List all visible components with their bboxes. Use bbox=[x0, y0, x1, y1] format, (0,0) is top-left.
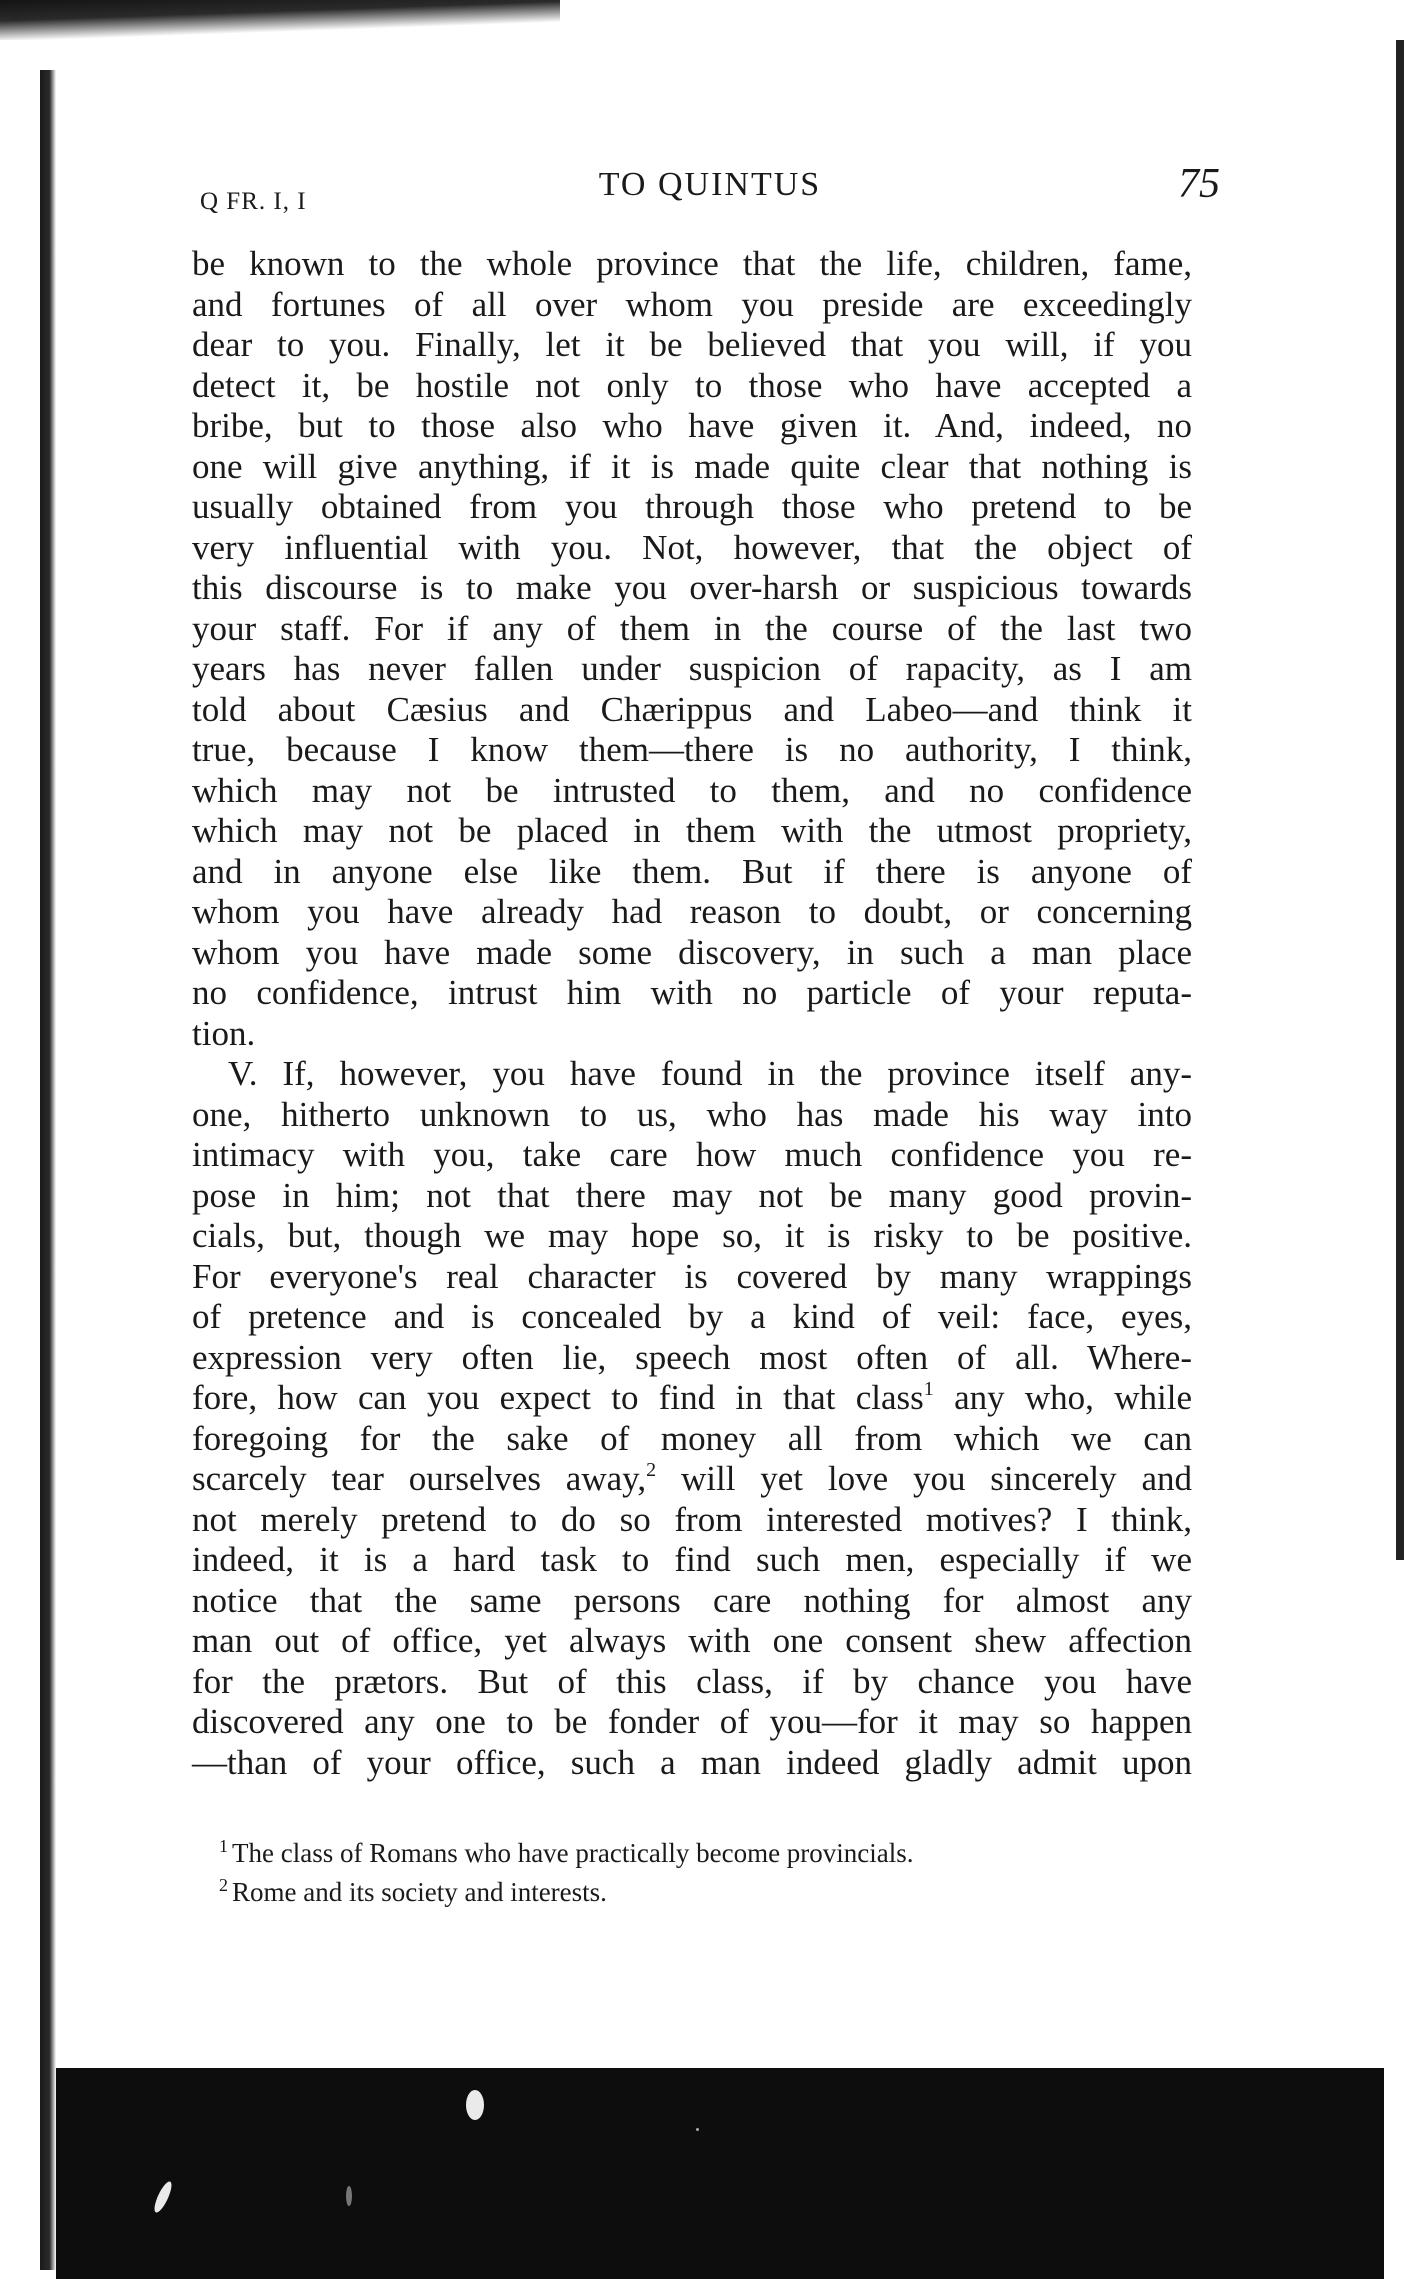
text-line: of pretence and is concealed by a kind of veil: face, eyes, bbox=[192, 1297, 1192, 1336]
text-line: for the prætors. But of this class, if by chance you have bbox=[192, 1661, 1192, 1701]
text-line: one will give anything, if it is made quite clear that nothing is bbox=[192, 446, 1192, 486]
text-fragment: fore, how can you expect to find in that class bbox=[192, 1378, 924, 1417]
page-header bbox=[200, 160, 1220, 220]
footnote-mark: 2 bbox=[219, 1875, 228, 1895]
text-line: told about Cæsius and Chærippus and Labeo—and think it bbox=[192, 689, 1192, 729]
text-line: and in anyone else like them. But if there is anyone of bbox=[192, 851, 1192, 891]
text-line: whom you have made some discovery, in such a man place bbox=[192, 932, 1192, 972]
footnote-text: Rome and its society and interests. bbox=[232, 1877, 607, 1907]
running-reference: Q FR. I, I bbox=[200, 188, 307, 215]
text-line: usually obtained from you through those who pretend to be bbox=[192, 487, 1192, 526]
text-line: foregoing for the sake of money all from which we can bbox=[192, 1418, 1192, 1458]
footnote bbox=[219, 1830, 1192, 1869]
text-line: very influential with you. Not, however, that the object of bbox=[192, 527, 1192, 567]
text-line: bribe, but to those also who have given it. And, indeed, no bbox=[192, 406, 1192, 445]
text-line: —than of your office, such a man indeed gladly admit upon bbox=[192, 1742, 1192, 1782]
text-fragment: any who, while bbox=[933, 1378, 1192, 1417]
scan-speck bbox=[346, 2186, 352, 2206]
scan-speck bbox=[466, 2090, 484, 2120]
footnote-mark: 1 bbox=[219, 1836, 228, 1856]
footnotes bbox=[219, 1830, 1192, 1908]
text-line: one, hitherto unknown to us, who has made his way into bbox=[192, 1094, 1192, 1134]
text-line bbox=[192, 1378, 1192, 1419]
text-line: detect it, be hostile not only to those who have accepted a bbox=[192, 365, 1192, 405]
scan-speck bbox=[151, 2179, 174, 2214]
text-line: indeed, it is a hard task to find such men, especially if we bbox=[192, 1540, 1192, 1579]
text-line: notice that the same persons care nothing for almost any bbox=[192, 1580, 1192, 1620]
footnote-ref: 1 bbox=[923, 1378, 934, 1400]
text-line: which may not be placed in them with the utmost propriety, bbox=[192, 811, 1192, 850]
footnote-text: The class of Romans who have practically become provincials. bbox=[232, 1838, 914, 1868]
text-line: which may not be intrusted to them, and no confidence bbox=[192, 770, 1192, 810]
text-line: this discourse is to make you over-harsh or suspicious towards bbox=[192, 568, 1192, 607]
scan-speck bbox=[696, 2128, 699, 2131]
text-line: be known to the whole province that the life, children, fame, bbox=[192, 244, 1192, 283]
scan-top-edge bbox=[0, 0, 560, 40]
text-line: no confidence, intrust him with no particle of your reputa- bbox=[192, 973, 1192, 1012]
text-line: and fortunes of all over whom you preside are exceedingly bbox=[192, 284, 1192, 324]
footnote-ref: 2 bbox=[646, 1459, 657, 1481]
footnote bbox=[219, 1869, 1192, 1908]
text-line: expression very often lie, speech most often of all. Where- bbox=[192, 1337, 1192, 1377]
scan-left-edge bbox=[40, 70, 56, 2270]
text-fragment: scarcely tear ourselves away, bbox=[192, 1459, 647, 1498]
text-line: cials, but, though we may hope so, it is risky to be positive. bbox=[192, 1216, 1192, 1255]
text-line: V. If, however, you have found in the province itself any- bbox=[228, 1054, 1192, 1093]
text-line: discovered any one to be fonder of you—for it may so happen bbox=[192, 1702, 1192, 1741]
text-line: true, because I know them—there is no authority, I think, bbox=[192, 730, 1192, 769]
text-line: years has never fallen under suspicion of rapacity, as I am bbox=[192, 649, 1192, 688]
body-text bbox=[192, 244, 1192, 1783]
text-line: not merely pretend to do so from interested motives? I think, bbox=[192, 1499, 1192, 1539]
scan-bottom-band bbox=[56, 2068, 1384, 2279]
text-line: intimacy with you, take care how much confidence you re- bbox=[192, 1135, 1192, 1174]
text-fragment: will yet love you sincerely and bbox=[656, 1459, 1192, 1498]
text-line bbox=[192, 1459, 1192, 1500]
scan-right-edge bbox=[1396, 40, 1404, 1560]
text-line: dear to you. Finally, let it be believed that you will, if you bbox=[192, 325, 1192, 364]
page-number: 75 bbox=[1178, 161, 1220, 207]
text-line: your staff. For if any of them in the course of the last two bbox=[192, 608, 1192, 648]
running-title: TO QUINTUS bbox=[598, 166, 822, 203]
text-line: tion. bbox=[192, 1013, 256, 1053]
text-line: man out of office, yet always with one consent shew affection bbox=[192, 1621, 1192, 1660]
text-line: whom you have already had reason to doubt, or concerning bbox=[192, 892, 1192, 931]
text-line: For everyone's real character is covered by many wrappings bbox=[192, 1256, 1192, 1296]
text-line: pose in him; not that there may not be many good provin- bbox=[192, 1175, 1192, 1215]
